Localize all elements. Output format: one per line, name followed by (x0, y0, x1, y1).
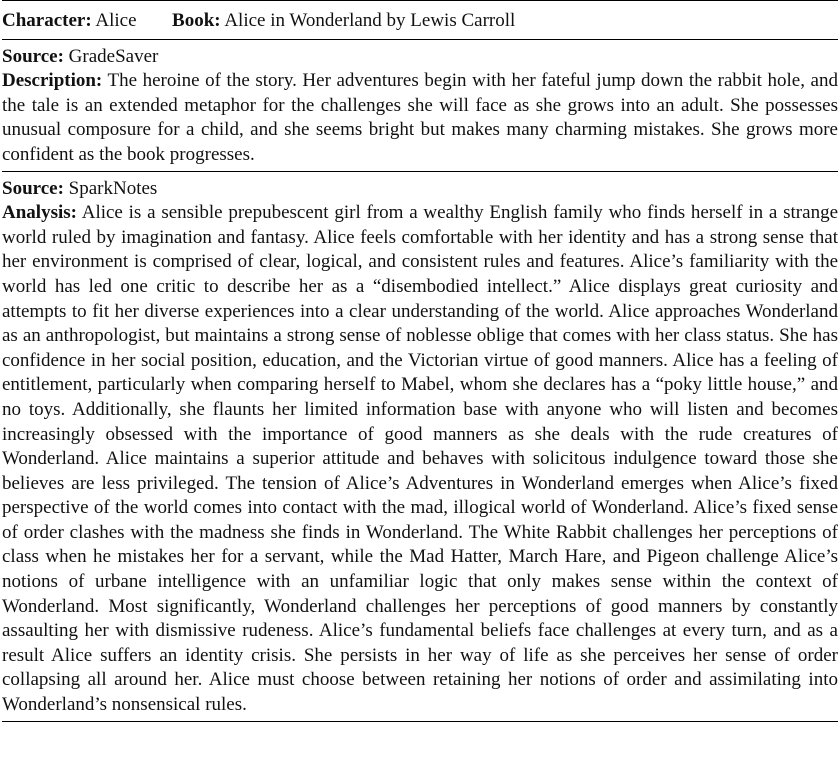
gradesaver-section (2, 40, 838, 171)
bottom-rule (2, 721, 838, 722)
gradesaver-description-text: The heroine of the story. Her adventures begin with her fateful jump down the rabbit hole, and the tale is an extended metaphor for the challenges she will face as she grows into an adult. She possesses unusual composure for a child, and she seems bright but makes many charming mistakes. She grows more confident as the book progresses. (2, 70, 838, 165)
sparknotes-analysis-text: Alice is a sensible prepubescent girl from a wealthy English family who finds herself in a strange world ruled by imagination and fantasy. Alice feels comfortable with her identity and has a strong sense that her environment is comprised of clear, logical, and consistent rules and features. Alice’s familiarity with the world has led one critic to describe her as a “disembodied intellect.” Alice displays great curiosity and attempts to fit her diverse experiences into a clear understanding of the world. Alice approaches Wonderland as an anthropologist, but maintains a strong sense of noblesse oblige that comes with her class status. She has confidence in her social position, education, and the Victorian virtue of good manners. Alice has a feeling of entitlement, particularly when comparing herself to Mabel, whom she declares has a “poky little house,” and no toys. Additionally, she flaunts her limited information base with anyone who will listen and becomes increasingly obsessed with the importance of good manners as she deals with the rude creatures of Wonderland. Alice maintains a superior attitude and behaves with solicitous indulgence toward those she believes are less privileged. The tension of Alice’s Adventures in Wonderland emerges when Alice’s fixed perspective of the world comes into contact with the mad, illogical world of Wonderland. Alice’s fixed sense of order clashes with the madness she finds in Wonderland. The White Rabbit challenges her perceptions of class when he mistakes her for a servant, while the Mad Hatter, March Hare, and Pigeon challenge Alice’s notions of urbane intelligence with an unfamiliar logic that only makes sense within the context of Wonderland. Most significantly, Wonderland challenges her perceptions of good manners by constantly assaulting her with dismissive rudeness. Alice’s fundamental beliefs face challenges at every turn, and as a result Alice suffers an identity crisis. She persists in her way of life as she perceives her sense of order collapsing all around her. Alice must choose between retaining her notions of order and assimilating into Wonderland’s nonsensical rules. (2, 202, 839, 716)
sparknotes-analysis-paragraph (2, 202, 838, 715)
gradesaver-source-label: Source: (2, 45, 64, 67)
sparknotes-source-label: Source: (2, 177, 64, 199)
character-table (2, 0, 838, 722)
sparknotes-source-line (2, 177, 838, 202)
gradesaver-description-label: Description: (2, 70, 103, 92)
book-label: Book: (172, 10, 221, 31)
sparknotes-section (2, 172, 838, 721)
character-value: Alice (95, 10, 137, 31)
gradesaver-source-value: GradeSaver (68, 45, 159, 67)
sparknotes-analysis-label: Analysis: (2, 202, 77, 224)
gradesaver-source-line (2, 45, 838, 70)
character-label: Character: (2, 10, 92, 31)
table-header-row (2, 1, 838, 39)
book-value: Alice in Wonderland by Lewis Carroll (224, 10, 516, 31)
gradesaver-description-paragraph (2, 70, 838, 165)
sparknotes-source-value: SparkNotes (68, 177, 158, 199)
